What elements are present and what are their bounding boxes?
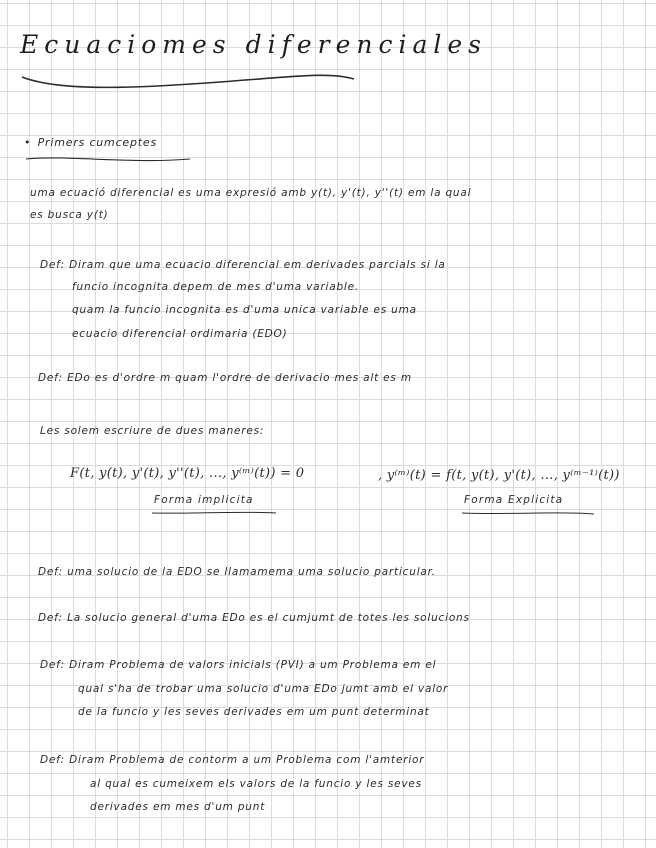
def1-line-4: ecuacio diferencial ordimaria (EDO)	[72, 328, 288, 340]
def6-line-3: derivades em mes d'um punt	[90, 801, 266, 813]
def1-line-2: funcio incognita depem de mes d'uma variable.	[72, 281, 360, 293]
def5-line-3: de la funcio y les seves derivades em um punt determinat	[78, 706, 430, 718]
label-explicit: Forma Explicita	[464, 494, 564, 506]
def3-line: Def: uma solucio de la EDO se llamamema uma solucio particular.	[38, 566, 436, 578]
section-underline	[24, 152, 194, 168]
section-heading-text: Primers cumceptes	[37, 136, 157, 149]
intro-line-2: es busca y(t)	[30, 209, 109, 221]
formula-explicit: , y⁽ᵐ⁾(t) = f(t, y(t), y'(t), ..., y⁽ᵐ⁻¹⁾(t))	[378, 468, 620, 483]
label-implicit-underline	[150, 508, 280, 518]
forms-intro: Les solem escriure de dues maneres:	[40, 425, 265, 437]
page-title: Ecuaciomes diferenciales	[20, 30, 487, 59]
bullet: •	[24, 136, 32, 149]
label-explicit-underline	[460, 508, 598, 518]
def2-line: Def: EDo es d'ordre m quam l'ordre de derivacio mes alt es m	[38, 372, 412, 384]
section-heading	[24, 136, 157, 149]
def1-line-1: Def: Diram que uma ecuacio diferencial em derivades parcials si la	[40, 259, 446, 271]
def4-line: Def: La solucio general d'uma EDo es el cumjumt de totes les solucions	[38, 612, 470, 624]
def5-line-1: Def: Diram Problema de valors inicials (PVI) a um Problema em el	[40, 659, 437, 671]
def5-line-2: qual s'ha de trobar uma solucio d'uma EDo jumt amb el valor	[78, 683, 449, 695]
def6-line-2: al qual es cumeixem els valors de la funcio y les seves	[90, 778, 422, 790]
label-implicit: Forma implicita	[154, 494, 254, 506]
def6-line-1: Def: Diram Problema de contorm a um Problema com l'amterior	[40, 754, 425, 766]
title-underline	[20, 68, 360, 94]
formula-implicit: F(t, y(t), y'(t), y''(t), ..., y⁽ᵐ⁾(t)) = 0	[70, 466, 305, 481]
def1-line-3: quam la funcio incognita es d'uma unica variable es uma	[72, 304, 417, 316]
intro-line-1: uma ecuació diferencial es uma expresió amb y(t), y'(t), y''(t) em la qual	[30, 187, 472, 199]
